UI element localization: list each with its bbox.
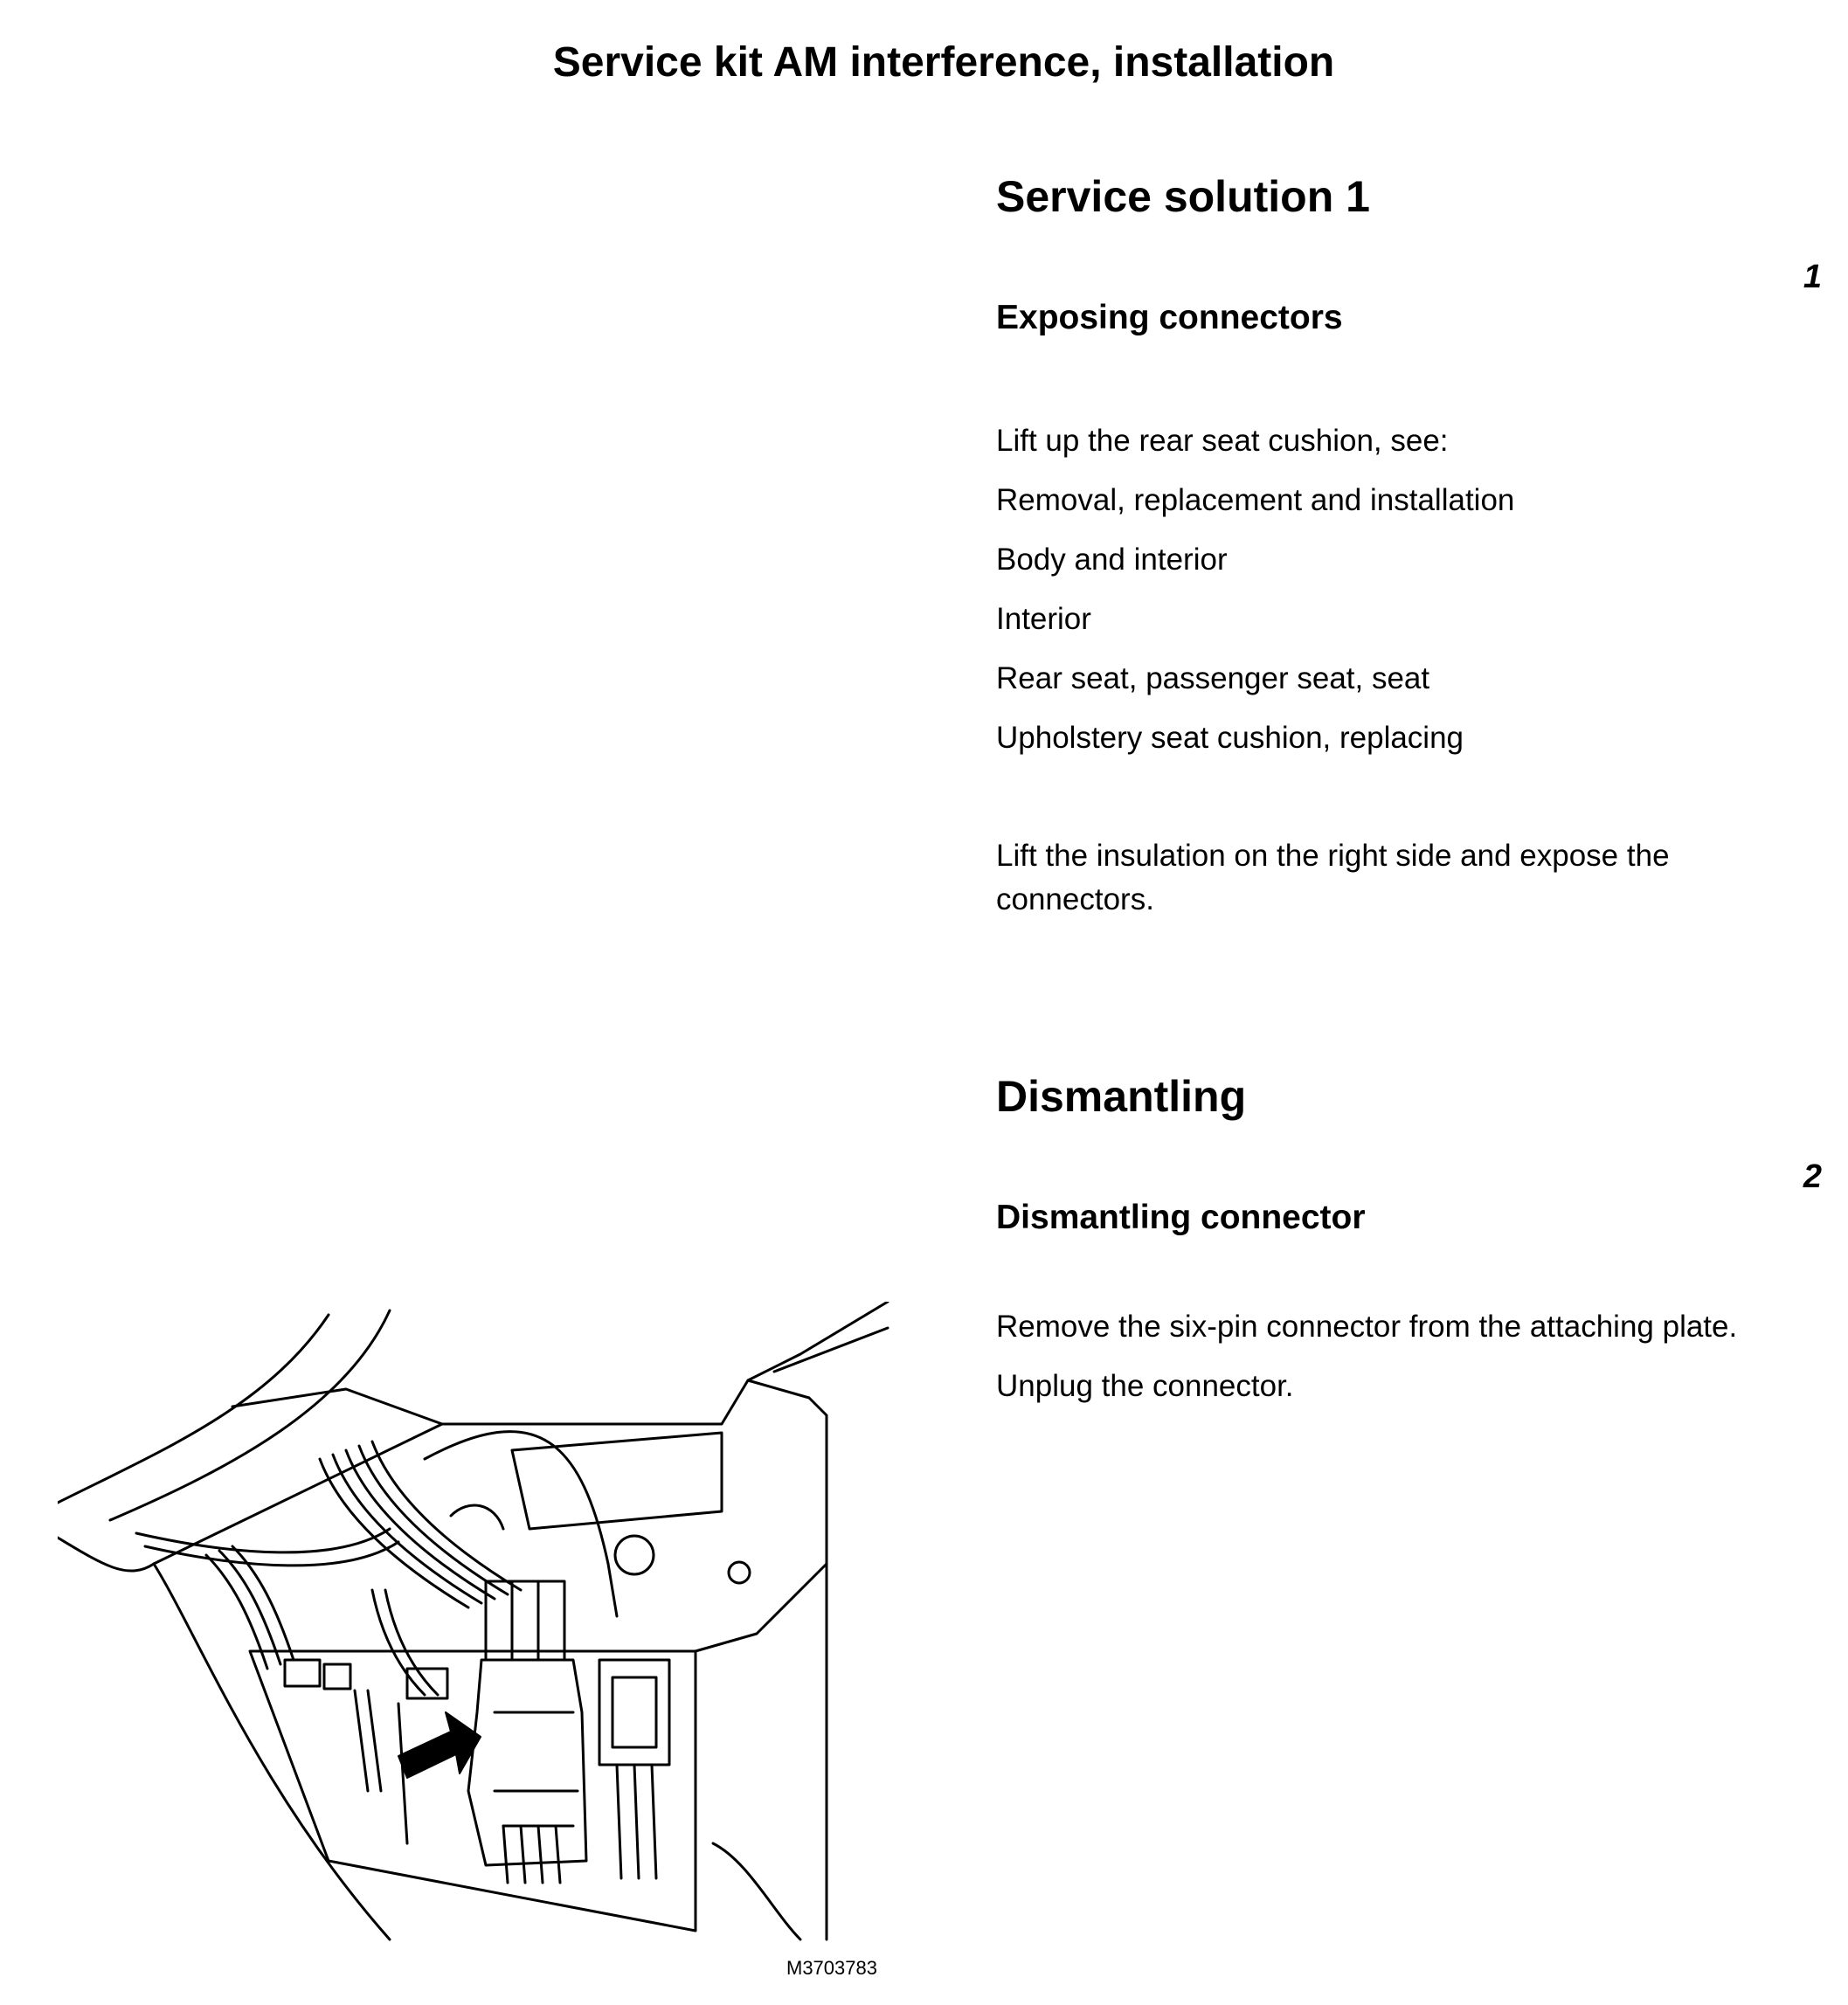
right-connector-inner: [613, 1677, 656, 1747]
label-plate: [512, 1433, 722, 1529]
right-connector-wires: [617, 1765, 656, 1878]
attaching-plate: [250, 1651, 696, 1931]
connector-illustration-icon: [58, 1302, 902, 1941]
panel-curve: [154, 1564, 390, 1939]
wire-loop: [372, 1590, 425, 1695]
reference-line: Upholstery seat cushion, replacing: [996, 721, 1464, 755]
six-pin-connector-top: [486, 1581, 564, 1660]
wire: [145, 1542, 398, 1566]
panel-edge: [232, 1389, 442, 1424]
instruction-line: Unplug the connector.: [996, 1369, 1294, 1403]
clip-edge: [713, 1843, 800, 1939]
subheading-dismantling-connector: Dismantling connector: [996, 1199, 1366, 1236]
reference-line: Body and interior: [996, 543, 1228, 577]
reference-line: Removal, replacement and installation: [996, 483, 1515, 517]
small-connector: [324, 1664, 350, 1689]
ground-eyelet: [615, 1536, 654, 1574]
six-pin-connector-body: [468, 1660, 586, 1865]
panel-edge: [696, 1564, 827, 1651]
document-title: Service kit AM interference, installation: [552, 39, 1335, 86]
wire-bundle: [333, 1455, 481, 1603]
seat-edge-curve: [110, 1310, 390, 1520]
section-heading-dismantling: Dismantling: [996, 1072, 1247, 1121]
wire: [136, 1529, 390, 1552]
panel-edge: [748, 1380, 827, 1939]
step-number-2: 2: [1803, 1158, 1822, 1195]
connector-pin: [355, 1690, 368, 1791]
connector-pins: [503, 1826, 560, 1883]
indicator-arrow-icon: [398, 1712, 481, 1778]
reference-line: Rear seat, passenger seat, seat: [996, 661, 1430, 695]
instruction-line: Remove the six-pin connector from the attaching plate.: [996, 1310, 1738, 1344]
figure-id-label: M3703783: [786, 1957, 877, 1979]
bolt-hole: [729, 1562, 750, 1583]
wire: [608, 1564, 617, 1616]
section-heading-service-solution: Service solution 1: [996, 172, 1370, 221]
seat-edge-curve: [58, 1315, 329, 1503]
instruction-line: Lift up the rear seat cushion, see:: [996, 424, 1449, 458]
connector-ribs: [512, 1581, 538, 1660]
step-number-1: 1: [1803, 259, 1822, 295]
reference-line: Interior: [996, 602, 1091, 636]
panel-edge: [58, 1538, 154, 1571]
connector-details: [495, 1712, 578, 1826]
instruction-paragraph: Lift the insulation on the right side and expose the connectors.: [996, 839, 1670, 916]
small-connector: [285, 1660, 320, 1686]
right-connector: [599, 1660, 669, 1765]
connector-pin: [368, 1690, 381, 1791]
subheading-exposing-connectors: Exposing connectors: [996, 299, 1343, 336]
wire-loop: [451, 1505, 503, 1529]
